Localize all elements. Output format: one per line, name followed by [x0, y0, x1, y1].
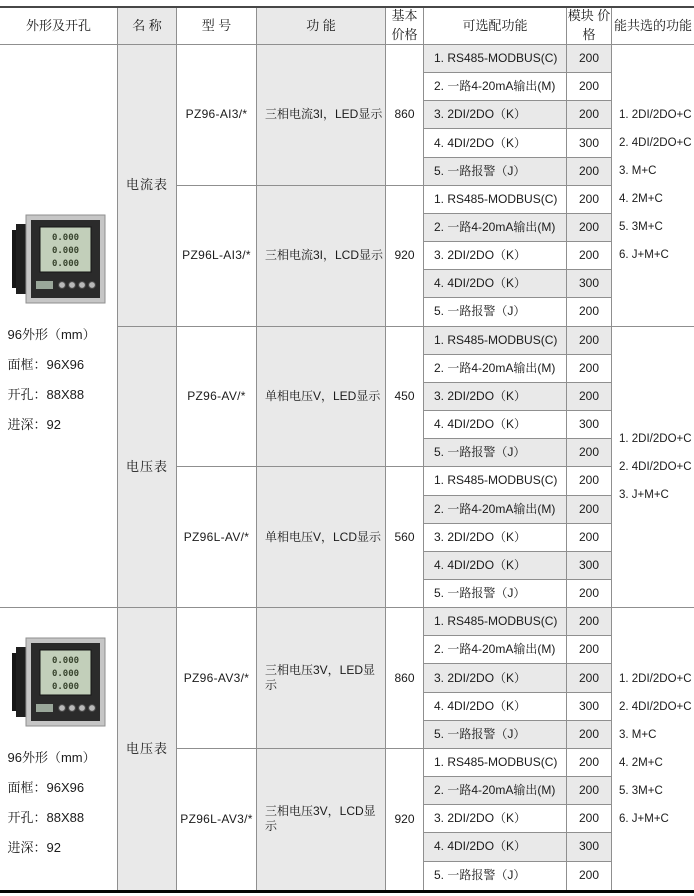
module-price-cell: 200 — [567, 580, 612, 608]
module-price-cell: 200 — [567, 496, 612, 524]
module-price-cell: 200 — [567, 805, 612, 833]
option-cell: 4. 4DI/2DO（K） — [424, 552, 567, 580]
meter-brand-label — [36, 281, 53, 289]
spec-price-table — [0, 6, 694, 893]
option-cell: 3. 2DI/2DO（K） — [424, 383, 567, 411]
option-cell: 3. 2DI/2DO（K） — [424, 805, 567, 833]
profile-line: 面框：96X96 — [7, 779, 85, 795]
profile-line: 进深：92 — [7, 839, 61, 855]
compatible-item: 1. 2DI/2DO+C — [619, 109, 692, 122]
module-price-cell: 200 — [567, 721, 612, 749]
option-cell: 4. 4DI/2DO（K） — [424, 693, 567, 721]
option-cell: 2. 一路4-20mA输出(M) — [424, 496, 567, 524]
meter-display-row: 0.000 — [51, 233, 79, 244]
module-price-cell: 300 — [567, 411, 612, 439]
panel-meter-photo — [10, 212, 108, 306]
compatible-item: 4. 2M+C — [619, 193, 663, 206]
module-price-cell: 200 — [567, 45, 612, 73]
meter-button — [58, 705, 65, 712]
option-cell: 5. 一路报警（J） — [424, 862, 567, 890]
model-cell: PZ96-AV/* — [177, 327, 257, 468]
compatible-item: 3. M+C — [619, 728, 657, 741]
header-optional-functions: 可选配功能 — [424, 8, 567, 45]
meter-name-cell: 电压表 — [118, 608, 177, 890]
module-price-cell: 200 — [567, 439, 612, 467]
meter-button — [58, 282, 65, 289]
module-price-cell: 200 — [567, 186, 612, 214]
option-cell: 4. 4DI/2DO（K） — [424, 129, 567, 157]
function-cell: 单相电压V，LCD显示 — [257, 467, 386, 608]
profile-line: 开孔：88X88 — [7, 809, 85, 825]
meter-name-cell: 电压表 — [118, 327, 177, 609]
compatible-cell — [612, 45, 694, 327]
compatible-item: 5. 3M+C — [619, 784, 663, 797]
compatible-item: 3. J+M+C — [619, 488, 669, 501]
profile-cell-bottom — [0, 608, 118, 890]
header-name: 名 称 — [118, 8, 177, 45]
compatible-item: 6. J+M+C — [619, 812, 669, 825]
option-cell: 1. RS485-MODBUS(C) — [424, 467, 567, 495]
option-cell: 4. 4DI/2DO（K） — [424, 833, 567, 861]
option-cell: 4. 4DI/2DO（K） — [424, 270, 567, 298]
base-price-cell: 920 — [386, 186, 424, 327]
panel-meter-photo — [10, 635, 108, 729]
module-price-cell: 300 — [567, 693, 612, 721]
option-cell: 4. 4DI/2DO（K） — [424, 411, 567, 439]
option-cell: 2. 一路4-20mA输出(M) — [424, 355, 567, 383]
compatible-item: 1. 2DI/2DO+C — [619, 432, 692, 445]
model-cell: PZ96-AI3/* — [177, 45, 257, 186]
option-cell: 3. 2DI/2DO（K） — [424, 101, 567, 129]
module-price-cell: 200 — [567, 664, 612, 692]
option-cell: 5. 一路报警（J） — [424, 721, 567, 749]
compatible-cell — [612, 327, 694, 609]
compatible-item: 6. J+M+C — [619, 249, 669, 262]
model-cell: PZ96L-AV3/* — [177, 749, 257, 890]
header-base-price: 基本 价格 — [386, 8, 424, 45]
header-function: 功 能 — [257, 8, 386, 45]
option-cell: 5. 一路报警（J） — [424, 580, 567, 608]
option-cell: 1. RS485-MODBUS(C) — [424, 608, 567, 636]
option-cell: 2. 一路4-20mA输出(M) — [424, 777, 567, 805]
function-cell: 单相电压V，LED显示 — [257, 327, 386, 468]
module-price-cell: 200 — [567, 524, 612, 552]
function-cell: 三相电流3I，LED显示 — [257, 45, 386, 186]
module-price-cell: 200 — [567, 608, 612, 636]
profile-line: 进深：92 — [7, 417, 61, 433]
meter-brand-label — [36, 704, 53, 712]
header-model: 型 号 — [177, 8, 257, 45]
option-cell: 1. RS485-MODBUS(C) — [424, 327, 567, 355]
option-cell: 1. RS485-MODBUS(C) — [424, 186, 567, 214]
option-cell: 5. 一路报警（J） — [424, 158, 567, 186]
base-price-cell: 860 — [386, 608, 424, 749]
module-price-cell: 200 — [567, 298, 612, 326]
profile-dimensions — [8, 743, 110, 863]
module-price-cell: 200 — [567, 327, 612, 355]
meter-display-row: 0.000 — [51, 259, 79, 270]
meter-display-row: 0.000 — [51, 681, 79, 692]
module-price-cell: 200 — [567, 158, 612, 186]
function-cell: 三相电压3V，LCD显示 — [257, 749, 386, 890]
module-price-cell: 300 — [567, 270, 612, 298]
option-cell: 1. RS485-MODBUS(C) — [424, 45, 567, 73]
module-price-cell: 300 — [567, 552, 612, 580]
module-price-cell: 300 — [567, 833, 612, 861]
option-cell: 1. RS485-MODBUS(C) — [424, 749, 567, 777]
module-price-cell: 200 — [567, 467, 612, 495]
profile-dimensions — [8, 320, 110, 440]
meter-button — [68, 282, 75, 289]
meter-button — [78, 282, 85, 289]
compatible-item: 2. 4DI/2DO+C — [619, 137, 692, 150]
profile-line: 96外形（mm） — [7, 327, 96, 343]
model-cell: PZ96L-AV/* — [177, 467, 257, 608]
profile-cell-top — [0, 45, 118, 608]
base-price-cell: 860 — [386, 45, 424, 186]
compatible-item: 5. 3M+C — [619, 221, 663, 234]
model-cell: PZ96L-AI3/* — [177, 186, 257, 327]
compatible-item: 2. 4DI/2DO+C — [619, 460, 692, 473]
base-price-cell: 560 — [386, 467, 424, 608]
module-price-cell: 200 — [567, 749, 612, 777]
compatible-cell — [612, 608, 694, 890]
profile-line: 面框：96X96 — [7, 357, 85, 373]
compatible-item: 2. 4DI/2DO+C — [619, 700, 692, 713]
option-cell: 3. 2DI/2DO（K） — [424, 242, 567, 270]
meter-button — [68, 705, 75, 712]
compatible-item: 3. M+C — [619, 165, 657, 178]
option-cell: 3. 2DI/2DO（K） — [424, 664, 567, 692]
function-cell: 三相电压3V，LED显示 — [257, 608, 386, 749]
option-cell: 2. 一路4-20mA输出(M) — [424, 73, 567, 101]
module-price-cell: 200 — [567, 214, 612, 242]
base-price-cell: 450 — [386, 327, 424, 468]
profile-line: 开孔：88X88 — [7, 387, 85, 403]
module-price-cell: 200 — [567, 355, 612, 383]
option-cell: 5. 一路报警（J） — [424, 298, 567, 326]
module-price-cell: 200 — [567, 383, 612, 411]
compatible-item: 4. 2M+C — [619, 756, 663, 769]
option-cell: 5. 一路报警（J） — [424, 439, 567, 467]
module-price-cell: 200 — [567, 101, 612, 129]
module-price-cell: 200 — [567, 777, 612, 805]
option-cell: 3. 2DI/2DO（K） — [424, 524, 567, 552]
meter-button — [78, 705, 85, 712]
module-price-cell: 200 — [567, 862, 612, 890]
compatible-item: 1. 2DI/2DO+C — [619, 672, 692, 685]
profile-line: 96外形（mm） — [7, 749, 96, 765]
header-combinable-functions: 能共选的功能 — [612, 8, 694, 45]
meter-button — [88, 705, 95, 712]
meter-name-cell: 电流表 — [118, 45, 177, 327]
module-price-cell: 300 — [567, 129, 612, 157]
function-cell: 三相电流3I，LCD显示 — [257, 186, 386, 327]
module-price-cell: 200 — [567, 636, 612, 664]
header-module-price: 模块 价格 — [567, 8, 612, 45]
option-cell: 2. 一路4-20mA输出(M) — [424, 214, 567, 242]
meter-button — [88, 282, 95, 289]
meter-display-row: 0.000 — [51, 668, 79, 679]
module-price-cell: 200 — [567, 73, 612, 101]
meter-display-row: 0.000 — [51, 655, 79, 666]
meter-display-row: 0.000 — [51, 246, 79, 257]
base-price-cell: 920 — [386, 749, 424, 890]
header-shape-and-cutout: 外形及开孔 — [0, 8, 118, 45]
module-price-cell: 200 — [567, 242, 612, 270]
option-cell: 2. 一路4-20mA输出(M) — [424, 636, 567, 664]
model-cell: PZ96-AV3/* — [177, 608, 257, 749]
